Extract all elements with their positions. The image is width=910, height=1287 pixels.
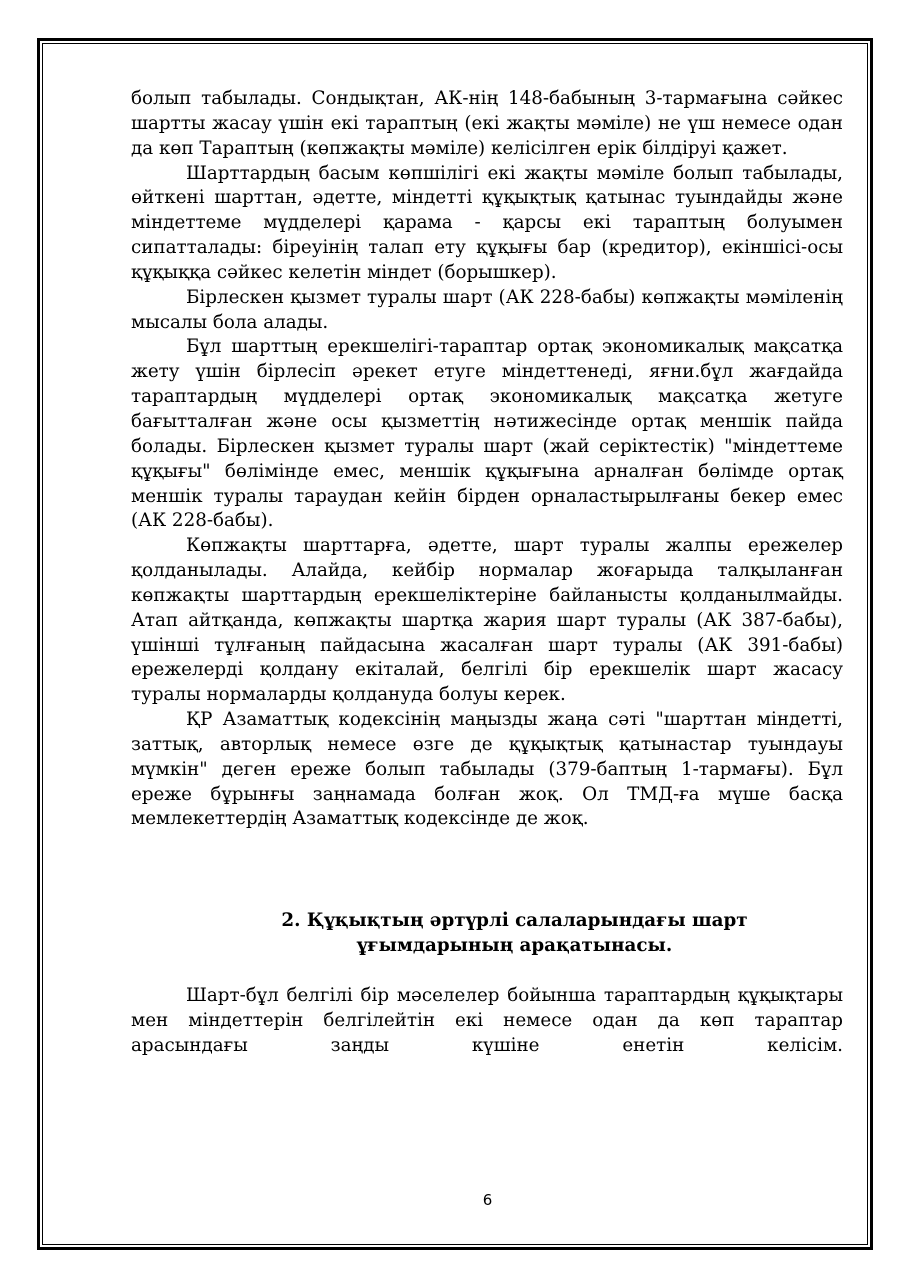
paragraph: болып табылады. Сондықтан, АК-нің 148-бабының 3-тармағына сәйкес шартты жасау үшін екі тараптың (екі жақты мәміле) не үш немесе одан да көп Тараптың (көпжақты мәміле) келісілген ерік білдіруі қажет.	[131, 88, 843, 159]
section-heading-line: 2. Құқықтың әртүрлі салаларындағы шарт	[281, 910, 748, 932]
document-body	[131, 87, 843, 1059]
paragraph: Шарттардың басым көпшілігі екі жақты мәміле болып табылады, өйткені шарттан, әдетте, міндетті құқықтық қатынас туындайды және міндеттеме мүдделері қарама - қарсы екі тараптың болуымен сипатталады: біреуінің талап ету құқығы бар (кредитор), екіншісі-осы құқыққа сәйкес келетін міндет (борышкер).	[131, 162, 843, 283]
paragraph: Көпжақты шарттарға, әдетте, шарт туралы жалпы ережелер қолданылады. Алайда, кейбір нормалар жоғарыда талқыланған көпжақты шарттардың ерекшеліктеріне байланысты қолданылмайды. Атап айтқанда, көпжақты шартқа жария шарт туралы (АК 387-бабы), үшінші тұлғаның пайдасына жасалған шарт туралы (АК 391-бабы) ережелерді қолдану екіталай, белгілі бір ерекшелік шарт жасасу туралы нормаларды қолдануда болуы керек.	[131, 535, 843, 706]
paragraph: ҚР Азаматтық кодексінің маңызды жаңа сәті "шарттан міндетті, заттық, авторлық немесе өзге де құқықтық қатынастар туындауы мүмкін" деген ереже болып табылады (379-баптың 1-тармағы). Бұл ереже бұрынғы заңнамада болған жоқ. Ол ТМД-ға мүше басқа мемлекеттердің Азаматтық кодексінде де жоқ.	[131, 709, 843, 830]
section-heading-line: ұғымдарының арақатынасы.	[356, 935, 673, 957]
section-heading	[131, 909, 843, 959]
paragraph: Бұл шарттың ерекшелігі-тараптар ортақ экономикалық мақсатқа жету үшін бірлесіп әрекет етуге міндеттенеді, яғни.бұл жағдайда тараптардың мүдделері ортақ экономикалық мақсатқа жетуге бағытталған және осы қызметтің нәтижесінде ортақ меншік пайда болады. Бірлескен қызмет туралы шарт (жай серіктестік) "міндеттеме құқығы" бөлімінде емес, меншік құқығына арналған бөлімде ортақ меншік туралы тараудан кейін бірден орналастырылғаны бекер емес (АК 228-бабы).	[131, 336, 843, 532]
paragraph: Бірлескен қызмет туралы шарт (АК 228-бабы) көпжақты мәміленің мысалы бола алады.	[131, 286, 843, 333]
final-paragraph-container	[131, 984, 843, 1059]
page-number: 6	[482, 1191, 493, 1209]
paragraph: Шарт-бұл белгілі бір мәселелер бойынша тараптардың құқықтары мен міндеттерін белгілейтін екі немесе одан да көп тараптар арасындағы заңды күшіне енетін келісім.	[131, 985, 843, 1056]
